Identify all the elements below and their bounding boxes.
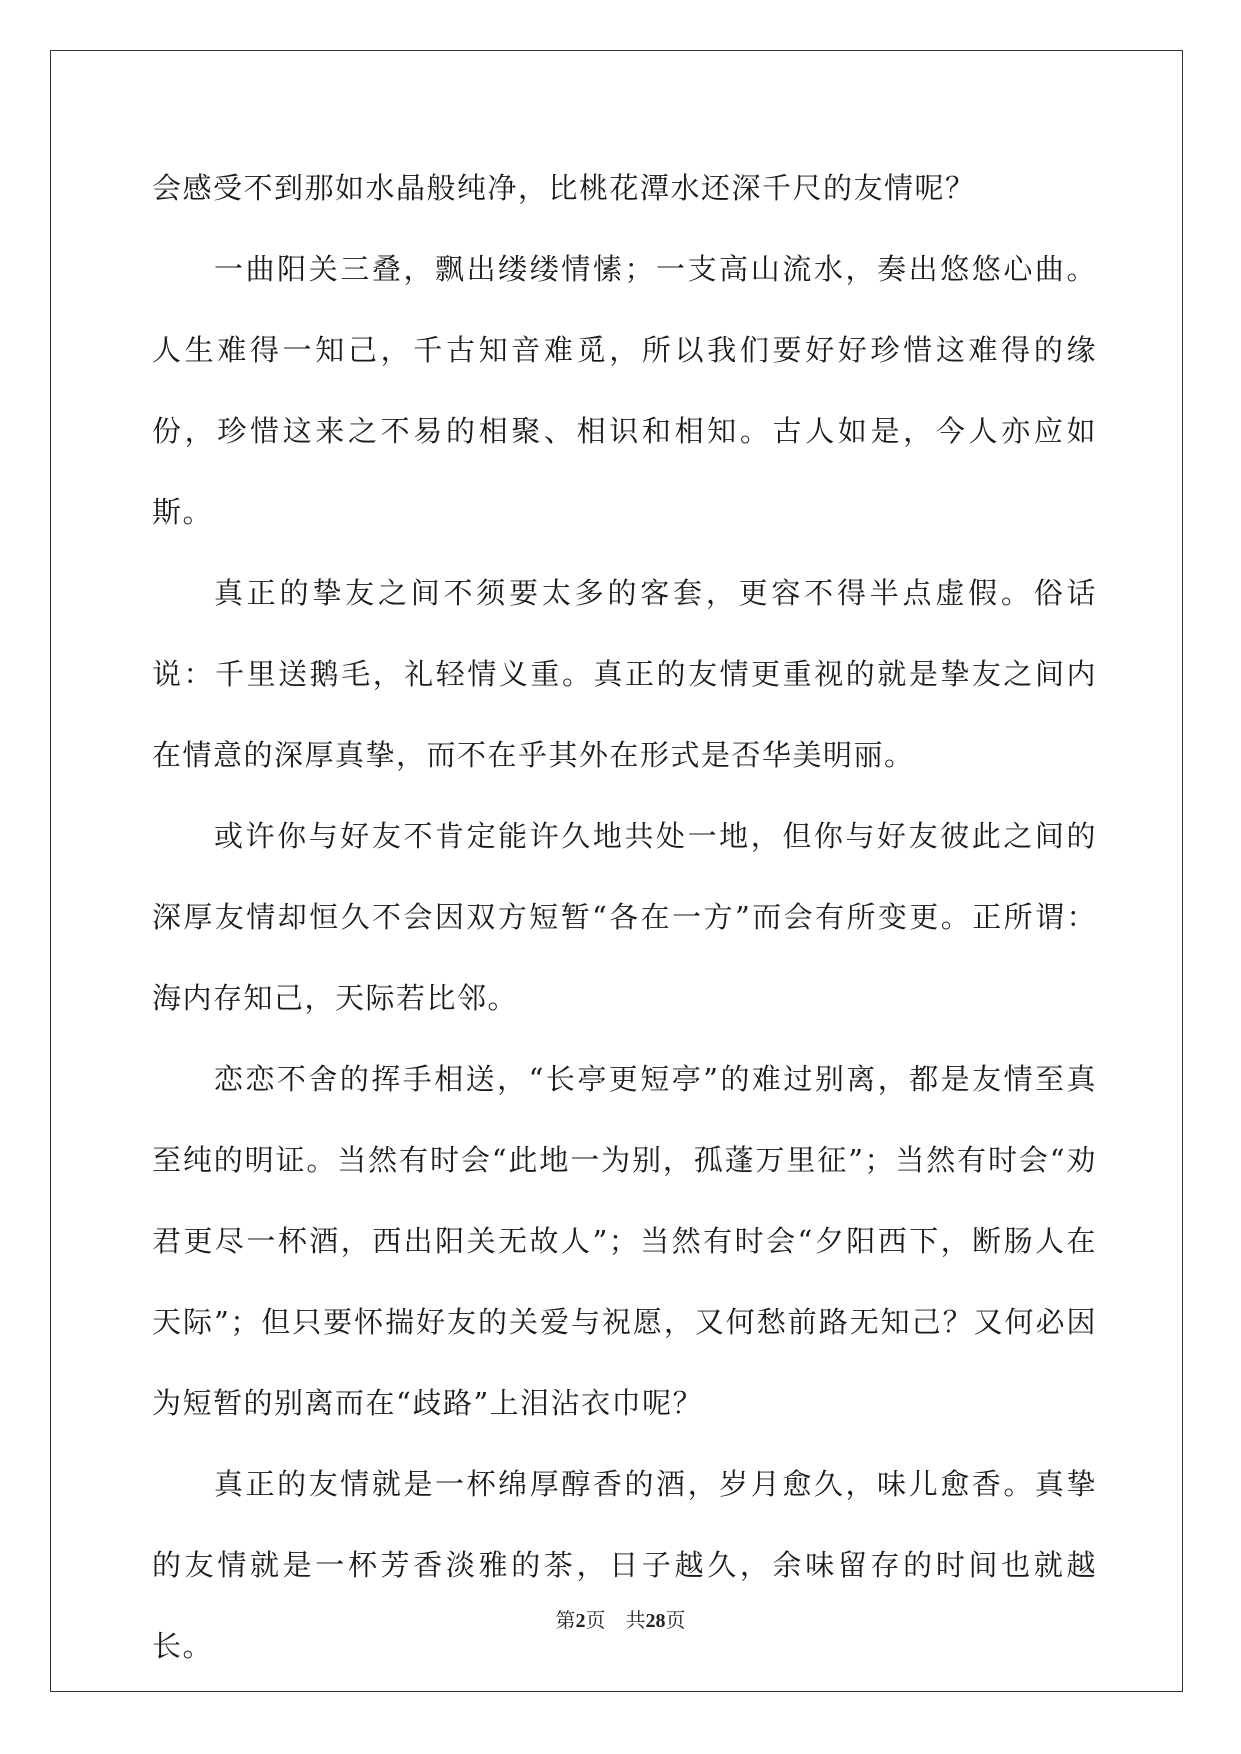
page-footer bbox=[0, 1609, 1241, 1633]
paragraph-6: 真正的友情就是一杯绵厚醇香的酒，岁月愈久，味儿愈香。真挚的友情就是一杯芳香淡雅的茶，日子越久，余味留存的时间也就越长。 bbox=[152, 1467, 1097, 1663]
total-prefix: 共 bbox=[625, 1610, 646, 1632]
paragraph-1: 会感受不到那如水晶般纯净，比桃花潭水还深千尺的友情呢？ bbox=[152, 171, 976, 205]
paragraph-5: 恋恋不舍的挥手相送，“长亭更短亭”的难过别离，都是友情至真至纯的明证。当然有时会“此地一为别，孤蓬万里征”；当然有时会“劝君更尽一杯酒，西出阳关无故人”；当然有时会“夕阳西下，断肠人在天际”；但只要怀揣好友的关爱与祝愿，又何愁前路无知己？又何必因为短暂的别离而在“歧路”上泪沾衣巾呢？ bbox=[152, 1062, 1097, 1420]
paragraph-4: 或许你与好友不肯定能许久地共处一地，但你与好友彼此之间的深厚友情却恒久不会因双方短暂“各在一方”而会有所变更。正所谓：海内存知己，天际若比邻。 bbox=[152, 819, 1097, 1015]
page-prefix: 第 bbox=[555, 1610, 576, 1632]
page-suffix: 页 bbox=[585, 1610, 606, 1632]
document-body bbox=[152, 148, 1097, 1687]
paragraph-3: 真正的挚友之间不须要太多的客套，更容不得半点虚假。俗话说：千里送鹅毛，礼轻情义重。真正的友情更重视的就是挚友之间内在情意的深厚真挚，而不在乎其外在形式是否华美明丽。 bbox=[152, 576, 1097, 772]
paragraph-2: 一曲阳关三叠，飘出缕缕情愫；一支高山流水，奏出悠悠心曲。人生难得一知己，千古知音难觅，所以我们要好好珍惜这难得的缘份，珍惜这来之不易的相聚、相识和相知。古人如是，今人亦应如斯。 bbox=[152, 252, 1097, 529]
total-pages: 28 bbox=[645, 1610, 666, 1632]
total-suffix: 页 bbox=[665, 1610, 686, 1632]
page-number: 2 bbox=[575, 1610, 586, 1632]
